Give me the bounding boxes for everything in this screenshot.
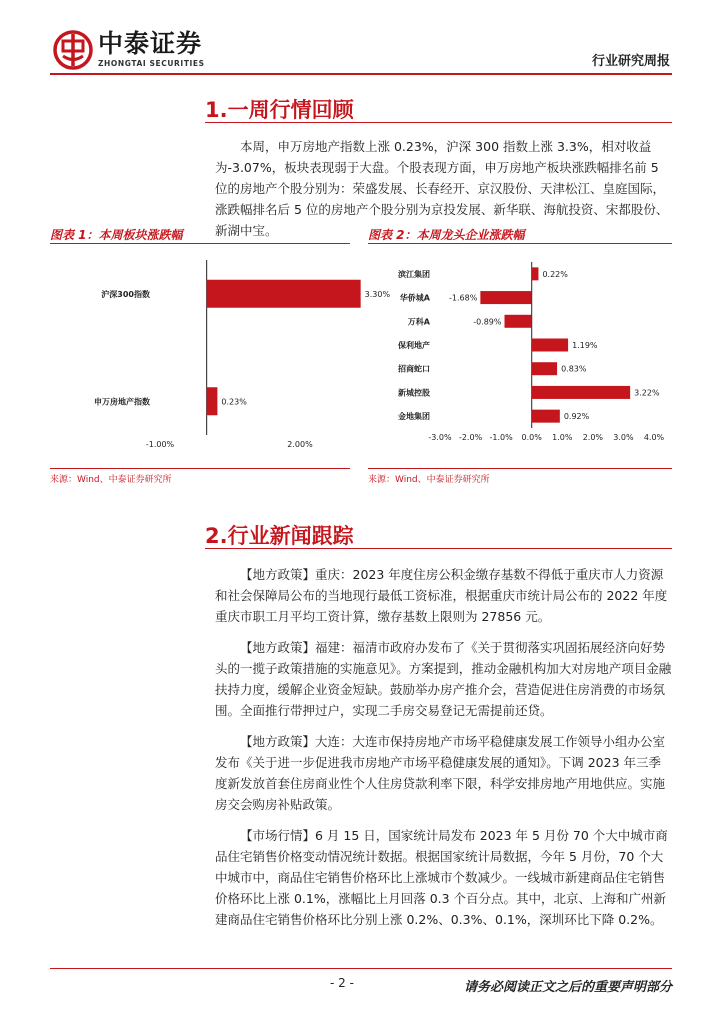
market-review-text: 本周，申万房地产指数上涨 0.23%，沪深 300 指数上涨 3.3%，相对收益为-3.07%，板块表现弱于大盘。个股表现方面，申万房地产板块涨跌幅排名前 5 位的房地产个股分别为：荣盛发展、长春经开、京汉股份、天津松江、皇庭国际，涨跌幅排名后 5 位的房地产个股分别为京投发展、新华联、海航投资、宋都股份、新湖中宝。: [215, 139, 669, 238]
figure1-chart: [50, 250, 391, 460]
chart1-category-label: 申万房地产指数: [94, 397, 150, 407]
chart2-value-label: 3.22%: [634, 388, 660, 398]
figure1-bottom-rule: [50, 468, 350, 469]
chart2-tick-label: -3.0%: [428, 433, 452, 442]
figure2-caption: 图表 2：本周龙头企业涨跌幅: [368, 228, 525, 242]
chart1-value-label: 3.30%: [364, 289, 391, 299]
chart2-tick-label: 3.0%: [613, 433, 634, 442]
chart1-tick-label: 2.00%: [287, 440, 313, 449]
chart1-bar: [207, 280, 361, 308]
chart2-value-label: -1.68%: [449, 293, 478, 303]
figure1-top-rule: [50, 243, 350, 244]
chart2-bar: [480, 291, 531, 304]
chart2-tick-label: -1.0%: [489, 433, 513, 442]
section1-underline: [205, 122, 672, 123]
chart2-value-label: 0.92%: [563, 412, 590, 422]
logo-chinese-name: 中泰证券: [98, 29, 203, 58]
figure1-caption: 图表 1：本周板块涨跌幅: [50, 228, 183, 242]
zhongtai-logo-icon: [53, 30, 93, 70]
figure2-bottom-rule: [368, 468, 672, 469]
section2-title: 2.行业新闻跟踪: [205, 524, 354, 548]
chart2-category-label: 保利地产: [398, 341, 430, 350]
chart2-category-label: 滨江集团: [398, 269, 430, 279]
chart2-bar: [505, 315, 532, 328]
chart2-tick-label: 4.0%: [643, 433, 665, 442]
chart1-bar: [207, 387, 218, 415]
chart2-bar: [532, 410, 560, 423]
chart2-tick-label: 2.0%: [582, 433, 604, 442]
chart2-value-label: 0.22%: [542, 269, 568, 279]
figure2-chart: [368, 250, 672, 460]
chart2-category-label: 金地集团: [398, 412, 430, 422]
chart2-tick-label: 1.0%: [552, 433, 573, 442]
news-item-chongqing: 【地方政策】重庆：2023 年度住房公积金缴存基数不得低于重庆市人力资源和社会保障局公布的当地现行最低工资标准，根据重庆市统计局公布的 2022 年度重庆市职工月平均工资计算，缴存基数上限则为 27856 元。: [215, 567, 668, 624]
chart2-category-label: 华侨城A: [399, 293, 430, 303]
chart2-tick-label: 0.0%: [521, 433, 542, 442]
logo-english-name: ZHONGTAI SECURITIES: [98, 59, 205, 68]
chart2-category-label: 万科A: [407, 317, 430, 327]
footer-disclaimer: 请务必阅读正文之后的重要声明部分: [463, 980, 672, 995]
chart2-category-label: 新城控股: [398, 388, 430, 398]
header-divider: [50, 73, 672, 75]
news-item-dalian: 【地方政策】大连：大连市保持房地产市场平稳健康发展工作领导小组办公室发布《关于进一步促进我市房地产市场平稳健康发展的通知》。下调 2023 年三季度新发放首套住房商业性个人住房贷款利率下限，科学安排房地产用地供应。实施房交会购房补贴政策。: [215, 734, 666, 812]
section2-underline: [205, 548, 672, 549]
chart2-bar: [532, 267, 539, 280]
figure2-top-rule: [368, 243, 672, 244]
chart2-value-label: -0.89%: [473, 317, 502, 327]
section1-title: 1.一周行情回顾: [205, 98, 354, 122]
chart2-tick-label: -2.0%: [458, 433, 483, 442]
figure1-source: 来源：Wind、中泰证券研究所: [50, 475, 172, 485]
chart2-bar: [532, 362, 557, 375]
chart2-value-label: 1.19%: [572, 341, 598, 350]
page-number: - 2 -: [330, 976, 354, 990]
report-type-label: 行业研究周报: [591, 54, 670, 69]
news-list: [215, 564, 673, 940]
news-item-fujian: 【地方政策】福建：福清市政府办发布了《关于贯彻落实巩固拓展经济向好势头的一揽子政策措施的实施意见》。方案提到，推动金融机构加大对房地产项目金融扶持力度，缓解企业资金短缺。鼓励举办房产推介会，营造促进住房消费的市场氛围。全面推行带押过户，实现二手房交易登记无需提前还贷。: [215, 640, 672, 718]
chart2-category-label: 招商蛇口: [398, 364, 430, 374]
chart2-bar: [532, 386, 630, 399]
chart1-tick-label: -1.00%: [145, 440, 175, 449]
news-item-market: 【市场行情】6 月 15 日，国家统计局发布 2023 年 5 月份 70 个大中城市商品住宅销售价格变动情况统计数据。根据国家统计局数据，今年 5 月份，70 个大中城市中，商品住宅销售价格环比上涨城市个数减少。一线城市新建商品住宅销售价格环比上涨 0.1%，涨幅比上月回落 0.3 个百分点。其中，北京、上海和广州新建商品住宅销售价格环比分别上涨 0.2%、0.3%、0.1%，深圳环比下降 0.2%。: [215, 828, 668, 927]
chart1-value-label: 0.23%: [221, 397, 247, 407]
chart2-bar: [532, 339, 568, 352]
figure2-source: 来源：Wind、中泰证券研究所: [368, 475, 490, 485]
footer-divider: [50, 968, 672, 969]
chart2-value-label: 0.83%: [561, 364, 587, 374]
chart1-category-label: 沪深300指数: [101, 289, 150, 299]
